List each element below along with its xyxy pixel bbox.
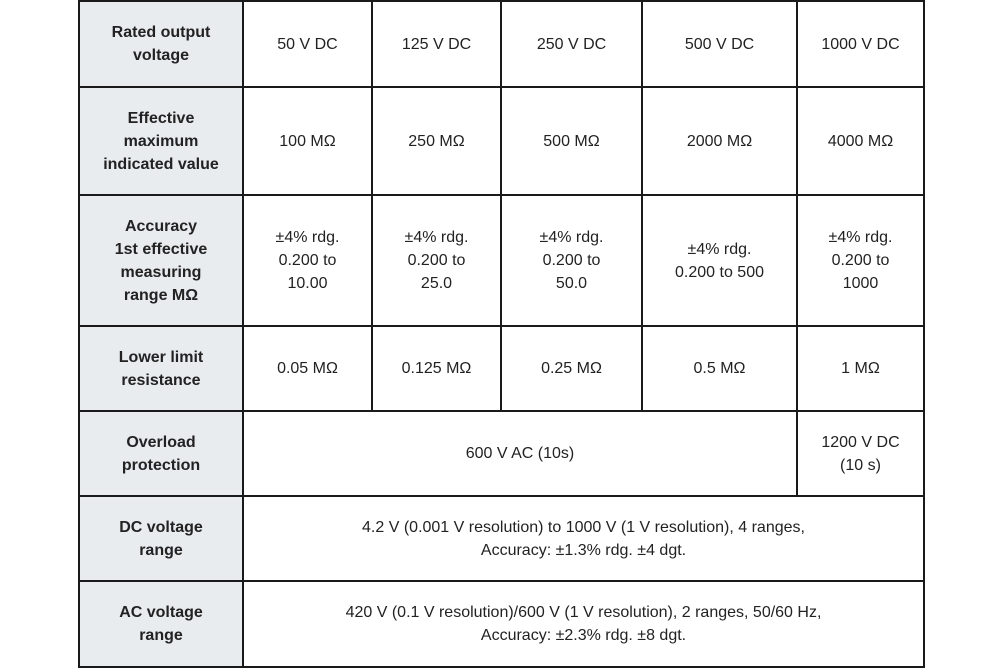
- table-cell: 250 V DC: [501, 1, 642, 87]
- table-cell: 1 MΩ: [797, 326, 924, 411]
- table-cell: 0.125 MΩ: [372, 326, 501, 411]
- row-header: Lower limit resistance: [79, 326, 243, 411]
- table-cell: ±4% rdg. 0.200 to 1000: [797, 195, 924, 326]
- row-header: Overload protection: [79, 411, 243, 496]
- table-cell: 1200 V DC (10 s): [797, 411, 924, 496]
- table-cell: ±4% rdg. 0.200 to 500: [642, 195, 797, 326]
- table-cell: 0.05 MΩ: [243, 326, 372, 411]
- table-cell: 2000 MΩ: [642, 87, 797, 195]
- table-cell: 4000 MΩ: [797, 87, 924, 195]
- row-header: Rated output voltage: [79, 1, 243, 87]
- row-header: DC voltage range: [79, 496, 243, 581]
- row-effective-max-value: [79, 87, 924, 195]
- table-cell: 250 MΩ: [372, 87, 501, 195]
- table-cell: ±4% rdg. 0.200 to 25.0: [372, 195, 501, 326]
- table-cell: 0.25 MΩ: [501, 326, 642, 411]
- row-overload-protection: [79, 411, 924, 496]
- row-accuracy: [79, 195, 924, 326]
- table-cell: ±4% rdg. 0.200 to 50.0: [501, 195, 642, 326]
- table-cell: 500 MΩ: [501, 87, 642, 195]
- table-cell: 420 V (0.1 V resolution)/600 V (1 V resolution), 2 ranges, 50/60 Hz, Accuracy: ±2.3% rdg. ±8 dgt.: [243, 581, 924, 667]
- table-cell: 50 V DC: [243, 1, 372, 87]
- table-cell: ±4% rdg. 0.200 to 10.00: [243, 195, 372, 326]
- row-dc-voltage-range: [79, 496, 924, 581]
- spec-table: [78, 0, 925, 668]
- table-cell: 0.5 MΩ: [642, 326, 797, 411]
- table-cell: 600 V AC (10s): [243, 411, 797, 496]
- row-ac-voltage-range: [79, 581, 924, 667]
- row-rated-output-voltage: [79, 1, 924, 87]
- row-header: Effective maximum indicated value: [79, 87, 243, 195]
- row-header: AC voltage range: [79, 581, 243, 667]
- table-cell: 1000 V DC: [797, 1, 924, 87]
- table-cell: 125 V DC: [372, 1, 501, 87]
- row-lower-limit-resistance: [79, 326, 924, 411]
- row-header: Accuracy 1st effective measuring range MΩ: [79, 195, 243, 326]
- table-cell: 100 MΩ: [243, 87, 372, 195]
- table-cell: 500 V DC: [642, 1, 797, 87]
- table-cell: 4.2 V (0.001 V resolution) to 1000 V (1 V resolution), 4 ranges, Accuracy: ±1.3% rdg. ±4 dgt.: [243, 496, 924, 581]
